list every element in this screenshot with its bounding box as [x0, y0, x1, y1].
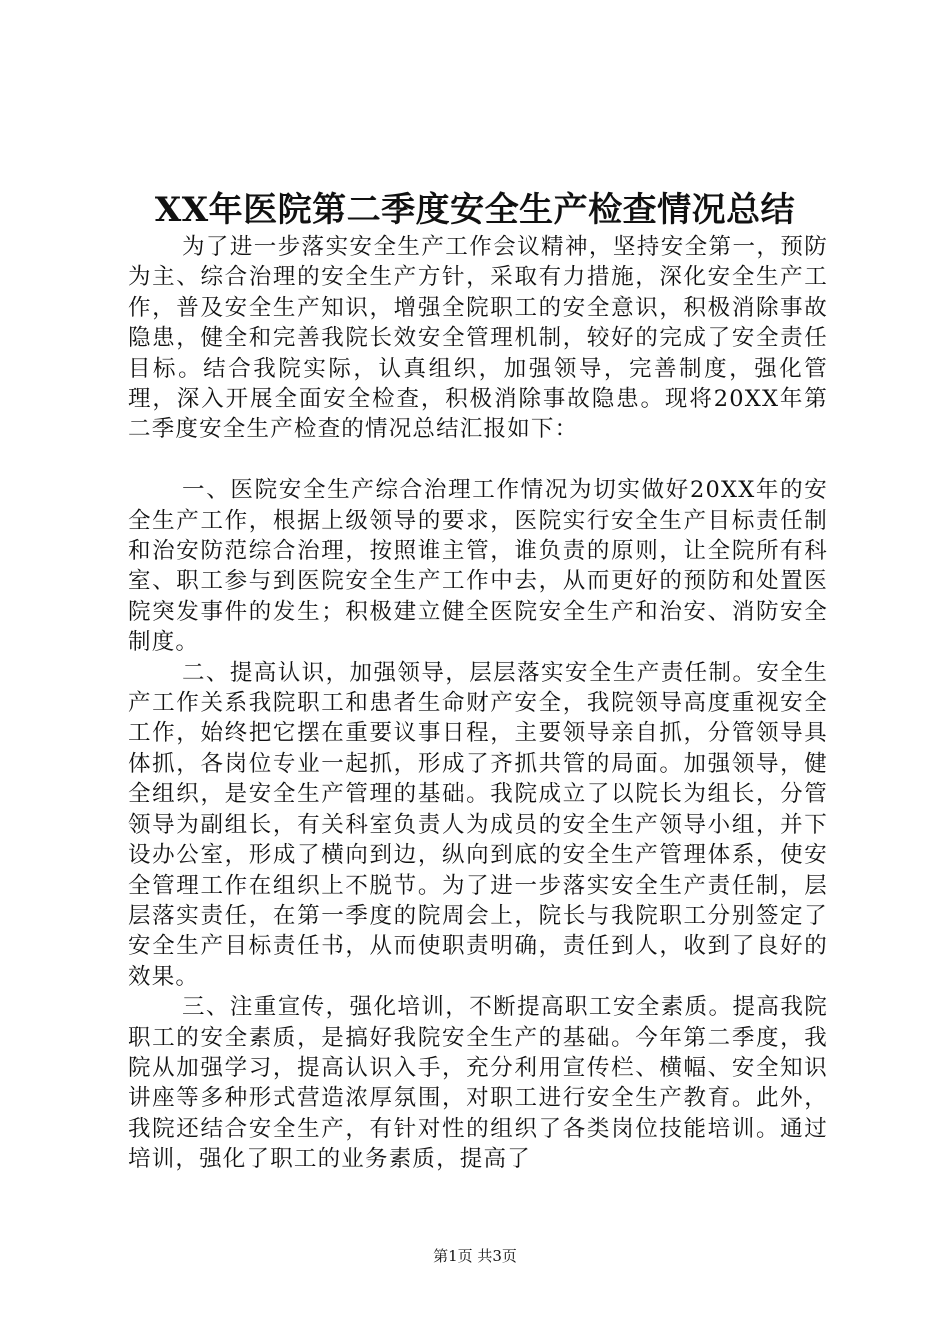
paragraph-intro: 为了进一步落实安全生产工作会议精神，坚持安全第一，预防为主、综合治理的安全生产方针，采取有力措施，深化安全生产工作，普及安全生产知识，增强全院职工的安全意识，积极消除事故隐患，健全和完善我院长效安全管理机制，较好的完成了安全责任目标。结合我院实际，认真组织，加强领导，完善制度，强化管理，深入开展全面安全检查，积极消除事故隐患。现将20XX年第二季度安全生产检查的情况总结汇报如下：: [128, 234, 828, 443]
document-title: XX年医院第二季度安全生产检查情况总结: [154, 190, 796, 230]
paragraph-spacer: [128, 445, 828, 475]
paragraph-section-2: 二、提高认识，加强领导，层层落实安全生产责任制。安全生产工作关系我院职工和患者生命财产安全，我院领导高度重视安全工作，始终把它摆在重要议事日程，主要领导亲自抓，分管领导具体抓，各岗位专业一起抓，形成了齐抓共管的局面。加强领导，健全组织，是安全生产管理的基础。我院成立了以院长为组长，分管领导为副组长，有关科室负责人为成员的安全生产领导小组，并下设办公室，形成了横向到边，纵向到底的安全生产管理体系，使安全管理工作在组织上不脱节。为了进一步落实安全生产责任制，层层落实责任，在第一季度的院周会上，院长与我院职工分别签定了安全生产目标责任书，从而使职责明确，责任到人，收到了良好的效果。: [128, 659, 828, 990]
page-number-footer: 第1页 共3页: [433, 1247, 517, 1265]
paragraph-section-3: 三、注重宣传，强化培训，不断提高职工安全素质。提高我院职工的安全素质，是搞好我院安全生产的基础。今年第二季度，我院从加强学习，提高认识入手，充分利用宣传栏、横幅、安全知识讲座等多种形式营造浓厚氛围，对职工进行安全生产教育。此外，我院还结合安全生产，有针对性的组织了各类岗位技能培训。通过培训，强化了职工的业务素质，提高了: [128, 994, 828, 1173]
document-body: [128, 232, 828, 1175]
paragraph-section-1: 一、医院安全生产综合治理工作情况为切实做好20XX年的安全生产工作，根据上级领导的要求，医院实行安全生产目标责任制和治安防范综合治理，按照谁主管，谁负责的原则，让全院所有科室、职工参与到医院安全生产工作中去，从而更好的预防和处置医院突发事件的发生；积极建立健全医院安全生产和治安、消防安全制度。: [128, 477, 828, 656]
